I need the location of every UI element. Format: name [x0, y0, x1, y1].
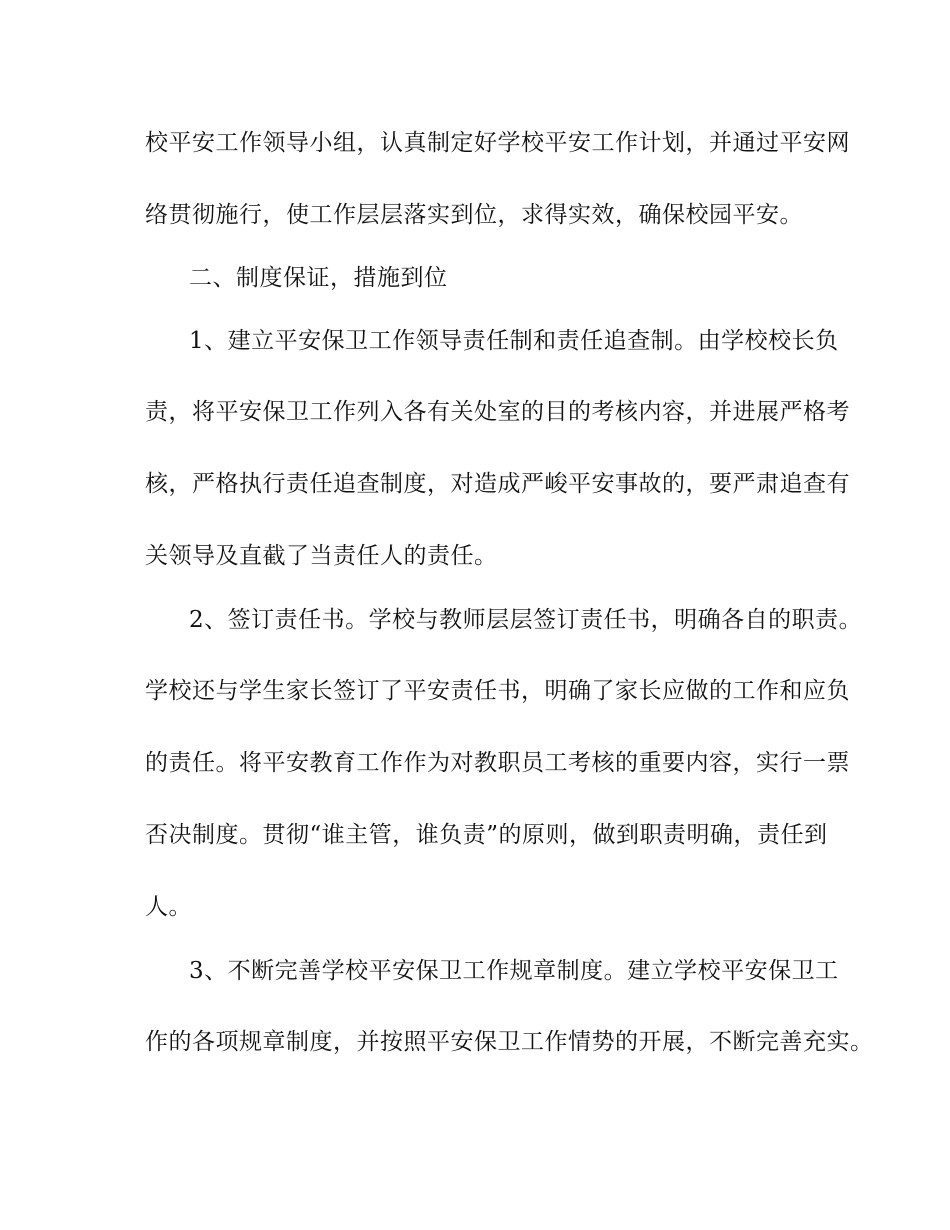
paragraph-line: 2、签订责任书。学校与教师层层签订责任书，明确各自的职责。	[189, 607, 863, 633]
paragraph-line: 的责任。将平安教育工作作为对教职员工考核的重要内容，实行一票	[145, 750, 850, 776]
paragraph-line: 人。	[145, 894, 192, 920]
paragraph-line: 学校还与学生家长签订了平安责任书，明确了家长应做的工作和应负	[145, 678, 850, 704]
paragraph-line: 1、建立平安保卫工作领导责任制和责任追查制。由学校校长负	[189, 328, 839, 354]
paragraph-line: 责，将平安保卫工作列入各有关处室的目的考核内容，并进展严格考	[145, 399, 850, 425]
paragraph-line: 否决制度。贯彻“谁主管，谁负责”的原则，做到职责明确，责任到	[145, 822, 828, 848]
paragraph-line: 络贯彻施行，使工作层层落实到位，求得实效，确保校园平安。	[145, 202, 803, 228]
paragraph-line: 作的各项规章制度，并按照平安保卫工作情势的开展，不断完善充实。	[145, 1029, 874, 1055]
paragraph-line: 校平安工作领导小组，认真制定好学校平安工作计划，并通过平安网	[145, 130, 850, 156]
paragraph-line: 核，严格执行责任追查制度，对造成严峻平安事故的，要严肃追查有	[145, 471, 850, 497]
paragraph-line: 关领导及直截了当责任人的责任。	[145, 543, 498, 569]
paragraph-line: 3、不断完善学校平安保卫工作规章制度。建立学校平安保卫工	[189, 958, 839, 984]
section-heading: 二、制度保证，措施到位	[189, 265, 448, 291]
